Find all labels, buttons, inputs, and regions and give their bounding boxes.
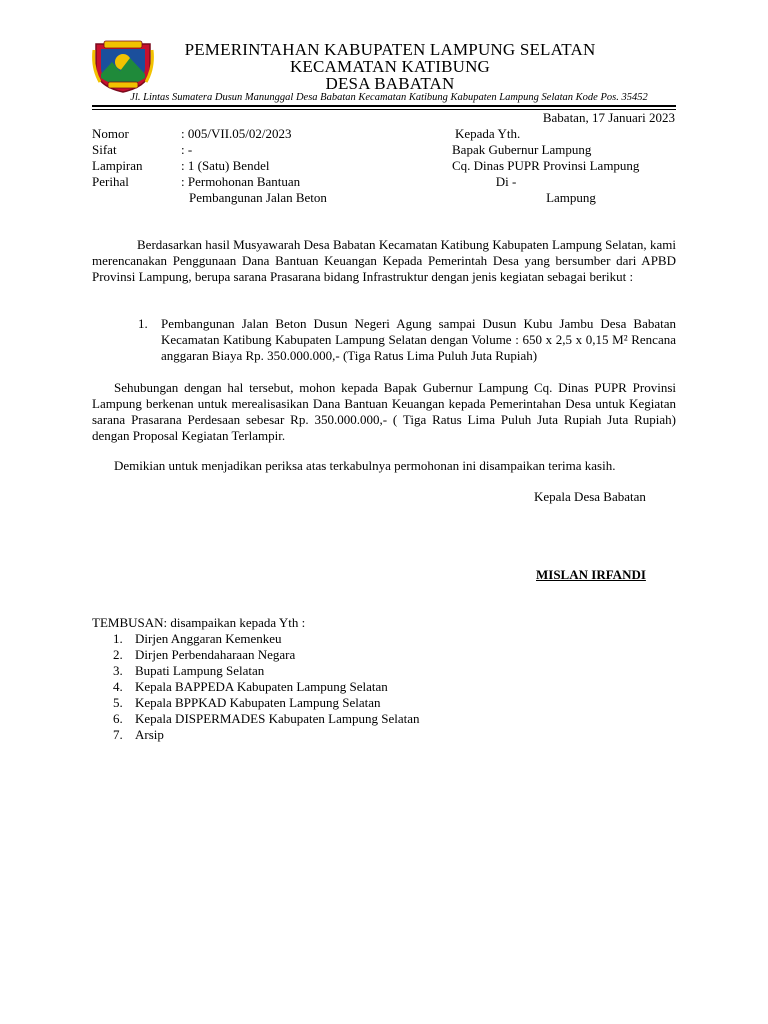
list-item: [92, 647, 420, 663]
list-item-text: Kepala DISPERMADES Kabupaten Lampung Selatan: [135, 711, 420, 726]
meta-value-perihal: : Permohonan Bantuan: [181, 174, 301, 189]
letterhead-address: Jl. Lintas Sumatera Dusun Manunggal Desa Babatan Kecamatan Katibung Kabupaten Lampung Selatan Kode Pos. 35452: [130, 92, 648, 103]
list-item-text: Dirjen Anggaran Kemenkeu: [135, 631, 282, 646]
list-item-number: 7.: [113, 727, 123, 742]
place-date: Babatan, 17 Januari 2023: [542, 110, 675, 125]
recipient-department: Cq. Dinas PUPR Provinsi Lampung: [452, 158, 640, 173]
list-item-text: Arsip: [135, 727, 164, 742]
letterhead-village: DESA BABATAN: [325, 74, 455, 93]
meta-label-sifat: Sifat: [92, 142, 117, 157]
list-item-number: 4.: [113, 679, 123, 694]
list-item-number: 5.: [113, 695, 123, 710]
signature-name: MISLAN IRFANDI: [536, 567, 646, 582]
recipient-salutation: Kepada Yth.: [455, 126, 521, 141]
meta-value-nomor: : 005/VII.05/02/2023: [181, 126, 292, 141]
list-item-text: Dirjen Perbendaharaan Negara: [135, 647, 296, 662]
list-item-number: 3.: [113, 663, 123, 678]
list-item: [92, 727, 420, 743]
meta-value-perihal-cont: Pembangunan Jalan Beton: [189, 190, 327, 205]
recipient-name: Bapak Gubernur Lampung: [452, 142, 592, 157]
list-item-text: Bupati Lampung Selatan: [135, 663, 265, 678]
list-item-text: Kepala BAPPEDA Kabupaten Lampung Selatan: [135, 679, 388, 694]
list-item: [92, 679, 420, 695]
tembusan-list: [92, 631, 420, 743]
recipient-city: Lampung: [546, 190, 596, 205]
list-item: [92, 663, 420, 679]
list-item-number: 1.: [138, 316, 148, 331]
body-paragraph-1: Berdasarkan hasil Musyawarah Desa Babatan Kecamatan Katibung Kabupaten Lampung Selatan, kami merencanakan Penggunaan Dana Bantuan Keuangan Kepada Pemerintah Desa yang bersumber dari APBD Provinsi Lampung, berupa sarana Prasarana bidang Infrastruktur dengan jenis kegiatan sebagai berikut :: [92, 237, 676, 284]
list-item-text: Pembangunan Jalan Beton Dusun Negeri Agung sampai Dusun Kubu Jambu Desa Babatan Kecamatan Katibung Kabupaten Lampung Selatan dengan Volume : 650 x 2,5 x 0,15 M² Rencana anggaran Biaya Rp. 350.000.000,- (Tiga Ratus Lima Puluh Juta Rupiah): [161, 316, 676, 363]
letterhead-district: KECAMATAN KATIBUNG: [289, 57, 491, 76]
meta-label-perihal: Perihal: [92, 174, 129, 189]
meta-value-sifat: : -: [181, 142, 193, 157]
regency-crest-icon: [92, 38, 154, 94]
meta-label-nomor: Nomor: [92, 126, 129, 141]
letterhead-government: PEMERINTAHAN KABUPATEN LAMPUNG SELATAN: [184, 40, 596, 59]
list-item: [92, 695, 420, 711]
meta-label-lampiran: Lampiran: [92, 158, 143, 173]
list-item: [92, 631, 420, 647]
list-item-number: 6.: [113, 711, 123, 726]
list-item-number: 1.: [113, 631, 123, 646]
letterhead-divider-thick: [92, 105, 676, 107]
list-item-number: 2.: [113, 647, 123, 662]
body-paragraph-3: Demikian untuk menjadikan periksa atas terkabulnya permohonan ini disampaikan terima kasih.: [114, 458, 616, 473]
body-paragraph-2: Sehubungan dengan hal tersebut, mohon kepada Bapak Gubernur Lampung Cq. Dinas PUPR Provinsi Lampung berkenan untuk merealisasikan Dana Bantuan Keuangan kepada Pemerintahan Desa untuk Kegiatan sarana Prasarana Perdesaan sebesar Rp. 350.000.000,- ( Tiga Ratus Lima Puluh Juta Rupiah Juta Rupiah) dengan Proposal Kegiatan Terlampir.: [92, 380, 676, 443]
signature-title: Kepala Desa Babatan: [534, 489, 646, 504]
list-item: [92, 711, 420, 727]
tembusan-heading: TEMBUSAN: disampaikan kepada Yth :: [92, 615, 306, 630]
meta-value-lampiran: : 1 (Satu) Bendel: [181, 158, 270, 173]
recipient-di: Di -: [495, 174, 517, 189]
list-item-text: Kepala BPPKAD Kabupaten Lampung Selatan: [135, 695, 381, 710]
